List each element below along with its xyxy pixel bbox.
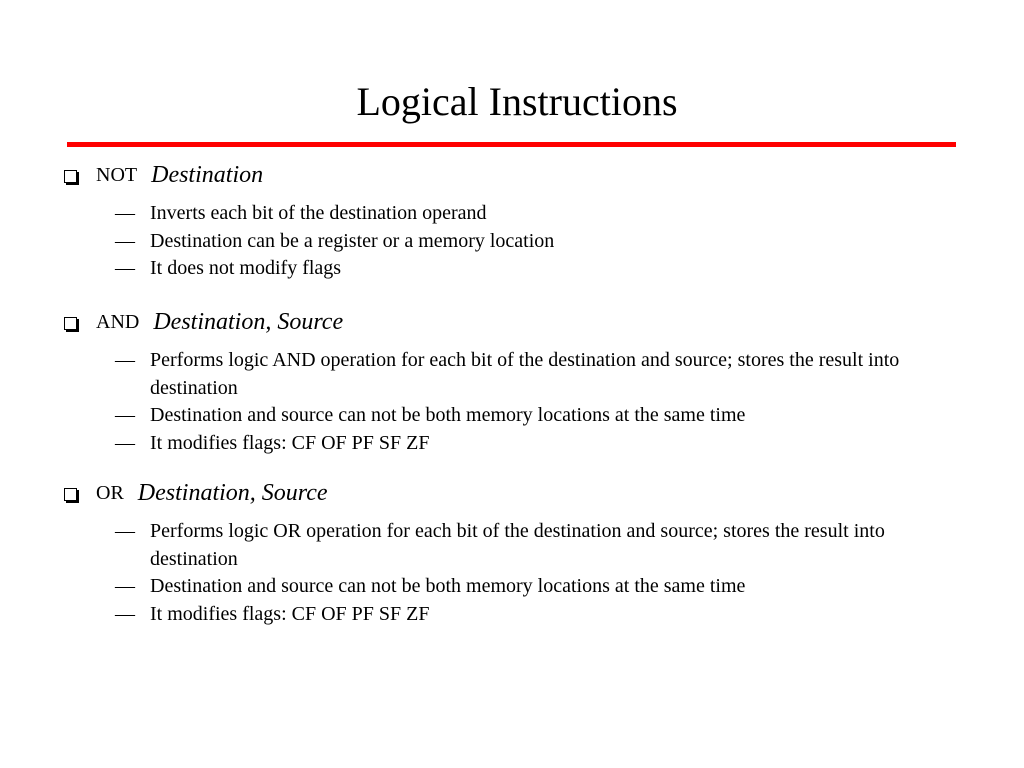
title-underline (67, 142, 956, 147)
dash-bullet: — (115, 520, 135, 542)
checkbox-icon (64, 170, 77, 183)
list-item (62, 573, 930, 601)
list-item-text: It modifies flags: CF OF PF SF ZF (150, 602, 430, 625)
detail-list (62, 518, 962, 628)
instruction-operands: Destination, Source (137, 479, 328, 506)
list-item-text: Inverts each bit of the destination operand (150, 202, 487, 224)
dash-bullet: — (115, 229, 135, 252)
section-heading (62, 307, 962, 337)
list-item-text: Performs logic OR operation for each bit of the destination and source; stores the result into destination (150, 520, 885, 570)
list-item-text: Destination and source can not be both memory locations at the same time (150, 575, 746, 597)
instruction-keyword: AND (96, 310, 140, 333)
list-item (62, 518, 930, 573)
section-heading (62, 478, 962, 508)
dash-bullet: — (115, 575, 135, 597)
slide-title: Logical Instructions (356, 79, 678, 124)
list-item (62, 347, 930, 402)
section-not (62, 160, 962, 283)
instruction-operands: Destination (151, 161, 264, 188)
checkbox-icon (64, 317, 77, 330)
section-or (62, 478, 962, 628)
list-item-text: It does not modify flags (150, 257, 342, 279)
list-item-text: Destination can be a register or a memory location (150, 229, 555, 252)
checkbox-icon (64, 488, 77, 501)
list-item (62, 402, 930, 430)
list-item (62, 200, 930, 228)
list-item-text: Performs logic AND operation for each bit of the destination and source; stores the result into destination (150, 349, 900, 399)
dash-bullet: — (115, 602, 135, 625)
instruction-keyword: NOT (96, 163, 138, 186)
detail-list (62, 200, 962, 283)
list-item (62, 228, 930, 256)
detail-list (62, 347, 962, 457)
list-item-text: It modifies flags: CF OF PF SF ZF (150, 431, 430, 454)
dash-bullet: — (115, 404, 135, 426)
instruction-operands: Destination, Source (153, 308, 344, 335)
dash-bullet: — (115, 202, 135, 224)
list-item (62, 601, 930, 629)
dash-bullet: — (115, 349, 135, 371)
instruction-keyword: OR (96, 481, 124, 504)
list-item (62, 255, 930, 283)
dash-bullet: — (115, 257, 135, 279)
dash-bullet: — (115, 431, 135, 454)
section-and (62, 307, 962, 457)
list-item (62, 430, 930, 458)
section-heading (62, 160, 962, 190)
list-item-text: Destination and source can not be both memory locations at the same time (150, 404, 746, 426)
